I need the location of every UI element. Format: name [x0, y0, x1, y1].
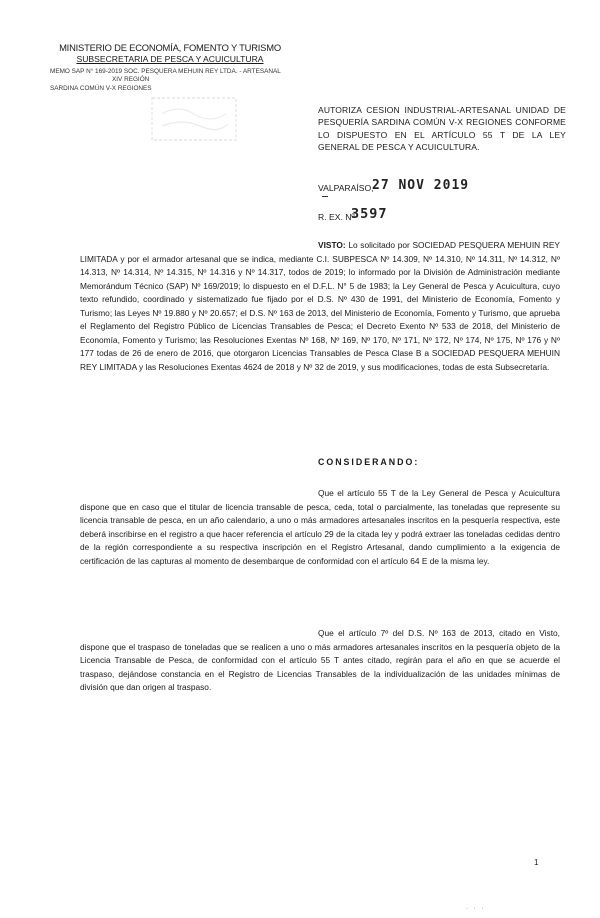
memo-line-1: MEMO SAP N° 169-2019 SOC. PESQUERA MEHUIN REY LTDA. - ARTESANAL — [50, 68, 281, 75]
date-stamp: 27 NOV 2019 — [372, 178, 470, 193]
ministry-name: MINISTERIO DE ECONOMÍA, FOMENTO Y TURISMO — [59, 42, 281, 53]
memo-line-3: SARDINA COMÚN V-X REGIONES — [50, 84, 152, 92]
dateline-dash — [322, 196, 328, 197]
dateline-place: VALPARAÍSO, — [318, 183, 374, 193]
memo-reference — [50, 68, 281, 93]
rex-number: 3597 — [351, 206, 388, 222]
visto-label: VISTO: — [318, 240, 346, 250]
letterhead — [40, 42, 300, 65]
resolution-number — [318, 206, 388, 222]
rex-label: R. EX. Nº — [318, 212, 355, 222]
memo-line-2: XIV REGIÓN — [112, 76, 150, 84]
considerando-paragraph-2: Que el artículo 7º del D.S. Nº 163 de 2013, citado en Visto, dispone que el traspaso de toneladas que se realicen a uno o más armadores artesanales inscritos en la pesquería objeto de la Licencia Transable de Pesca, de conformidad con el artículo 55 T antes citado, regirán para el año en que se acuerde el traspaso, dejándose constancia en el Registro de Licencias Transables de la individualización de las unidades mínimas de división que dan origen al traspaso. — [80, 628, 560, 692]
considerando-paragraph-1: Que el artículo 55 T de la Ley General de Pesca y Acuicultura dispone que en caso que el titular de licencia transable de pesca, ceda, total o parcialmente, las toneladas que represente su licencia transable de pesca, en un año calendario, a uno o más armadores artesanales inscritos en la pesquería respectiva, este deberá inscribirse en el registro a que hacer referencia el artículo 29 de la citada ley y podrá extraer las toneladas cedidas dentro de la región correspondiente a su respectiva inscripción en el Registro Artesanal, dando cumplimiento a la exigencia de certificación de las capturas al momento de desembarque de conformidad con el artículo 64 E de la misma ley. — [80, 488, 560, 566]
faded-stamp — [148, 92, 240, 146]
page-number: 1 — [534, 858, 539, 867]
dateline — [318, 178, 470, 193]
subsecretaria-name: SUBSECRETARIA DE PESCA Y ACUICULTURA — [76, 54, 264, 64]
visto-text: Lo solicitado por SOCIEDAD PESQUERA MEHUIN REY LIMITADA y por el armador artesanal que se indica, mediante C.I. SUBPESCA Nº 14.309, Nº 14.310, Nº 14.311, Nº 14.312, Nº 14.313, Nº 14.314, Nº 14.315, Nº 14.316 y Nº 14.317, todos de 2019; lo informado por la División de Administración mediante Memorándum Técnico (SAP) Nº 169/2019; lo dispuesto en el D.F.L. N° 5 de 1983; la Ley General de Pesca y Acuicultura, cuyo texto refundido, coordinado y sistematizado fue fijado por el D.S. Nº 430 de 1991, del Ministerio de Economía, Fomento y Turismo; las Leyes Nº 19.880 y Nº 20.657; el D.S. Nº 163 de 2013, del Ministerio de Economía, Fomento y Turismo, que aprueba el Reglamento del Registro Público de Licencias Transables de Pesca; el Decreto Exento Nº 533 de 2018, del Ministerio de Economía, Fomento y Turismo; las Resoluciones Exentas Nº 168, Nº 169, Nº 170, Nº 171, Nº 172, Nº 174, Nº 175, Nº 176 y Nº 177 todas de 26 de enero de 2016, que otorgaron Licencias Transables de Pesca Clase B a SOCIEDAD PESQUERA MEHUIN REY LIMITADA y las Resoluciones Exentas 4624 de 2018 y Nº 32 de 2019, y sus modificaciones, todas de esta Subsecretaría. — [80, 240, 560, 372]
visto-indent — [80, 240, 318, 250]
footer-mark: · · · — [466, 906, 486, 912]
visto-section — [80, 239, 560, 374]
considerando-heading: CONSIDERANDO: — [318, 457, 420, 467]
resolution-title: AUTORIZA CESION INDUSTRIAL-ARTESANAL UNIDAD DE PESQUERÍA SARDINA COMÚN V-X REGIONES CONFORME LO DISPUESTO EN EL ARTÍCULO 55 T DE LA LEY GENERAL DE PESCA Y ACUICULTURA. — [318, 105, 566, 152]
